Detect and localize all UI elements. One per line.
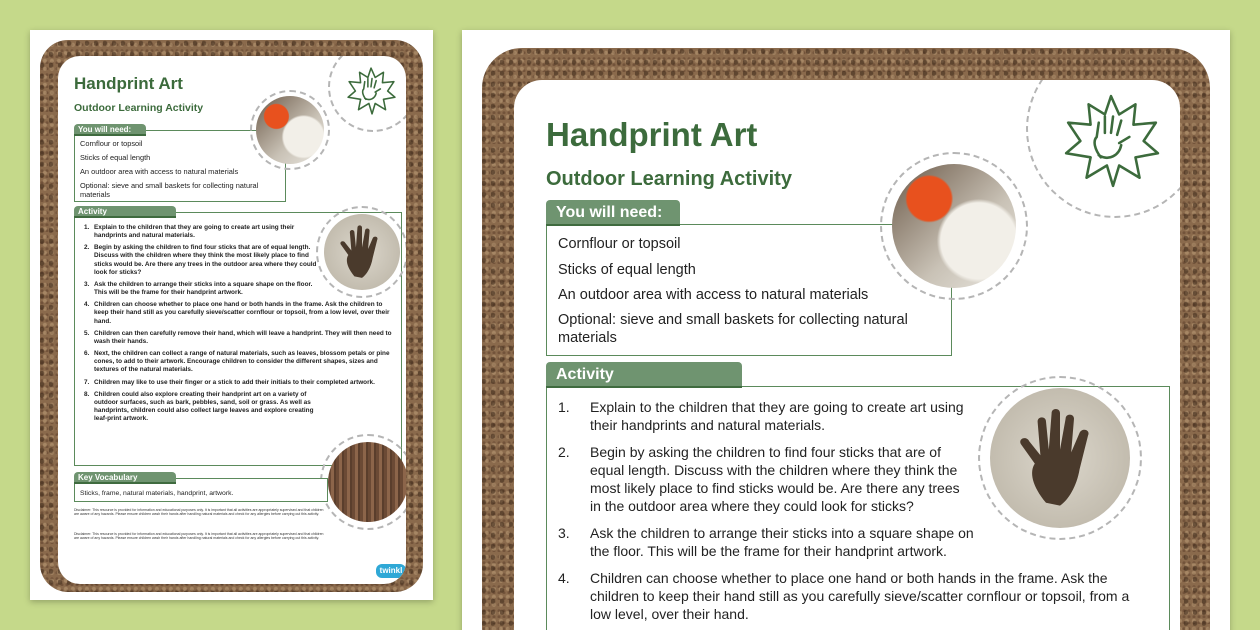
step-6: 6. Next, the children can collect a range of natural materials, such as leaves, blossom petals or pine cones, to add to their artwork. Encourage children to consider the different shapes, sizes and textures of the natural materials.	[84, 350, 390, 374]
need-item-1-zoomed: Cornflour or topsoil	[558, 236, 681, 252]
step-1: 1. Explain to the children that they are going to create art using their handprints and natural materials.	[84, 224, 295, 240]
step-7: 7. Children may like to use their finger or a stick to add their initials to their completed artwork.	[84, 378, 375, 386]
disclaimer-text-2: Disclaimer: This resource is provided for information and educational purposes only. It is important that all activities are appropriately supervised and that children are aware of any hazards. Please ensure children wash their hands after handling natural materials and check for any allergies before carrying out this activity.	[74, 532, 324, 541]
step-5: 5. Children can then carefully remove their hand, which will leave a handprint. They will then need to wash their hands.	[84, 329, 392, 345]
handprint-photo	[324, 214, 400, 290]
disclaimer-text: Disclaimer: This resource is provided for information and educational purposes only. It is important that all activities are appropriately supervised and that children are aware of any hazards. Please ensure children wash their hands after handling natural materials and check for any allergies before carrying out this activity.	[74, 508, 324, 517]
need-item-3: An outdoor area with access to natural materials	[80, 167, 239, 176]
hand-sieve-photo	[256, 96, 324, 164]
step-3: 3. Ask the children to arrange their sticks into a square shape on the floor. This will be the frame for their handprint artwork.	[84, 280, 313, 297]
page-title-zoomed: Handprint Art	[546, 116, 758, 153]
need-item-4-cont-zoomed: materials	[558, 330, 617, 346]
need-item-3-zoomed: An outdoor area with access to natural materials	[558, 287, 869, 303]
you-will-need-heading: You will need:	[74, 124, 146, 136]
step-2: 2. Begin by asking the children to find four sticks that are of equal length. Discuss with the children where they think the most likely place to find sticks would be. Are there any trees in the outdoor area where they could look for sticks?	[84, 244, 317, 276]
step-4-zoomed: 4. Children can choose whether to place one hand or both hands in the frame. Ask the children to keep their hand still as you carefully sieve/scatter cornflour or topsoil, from a low level, over their hand.	[558, 570, 1130, 622]
step-1-zoomed: 1. Explain to the children that they are going to create art using their handprints and natural materials.	[558, 399, 964, 433]
step-2-zoomed: 2. Begin by asking the children to find four sticks that are of equal length. Discuss with the children where they think the most likely place to find sticks would be. Are there any trees in the outdoor area where they could look for sticks?	[558, 444, 960, 514]
handprint-icon	[324, 214, 400, 290]
page-title: Handprint Art	[74, 74, 183, 93]
need-item-2: Sticks of equal length	[80, 153, 151, 162]
hand-sieve-photo-zoomed	[892, 164, 1016, 288]
need-item-4-zoomed: Optional: sieve and small baskets for collecting natural	[558, 312, 908, 328]
twinkl-logo: twinkl	[376, 564, 406, 578]
activity-steps-zoomed	[558, 398, 1130, 630]
page-subtitle-zoomed: Outdoor Learning Activity	[546, 168, 792, 190]
handprint-icon-zoomed	[990, 388, 1130, 528]
need-item-2-zoomed: Sticks of equal length	[558, 262, 696, 278]
you-will-need-heading-zoomed: You will need:	[546, 200, 680, 226]
leaf-hand-icon-zoomed	[1060, 92, 1162, 190]
activity-heading-zoomed: Activity	[546, 362, 742, 388]
leaf-hand-icon	[345, 66, 397, 116]
need-item-4: Optional: sieve and small baskets for collecting natural	[80, 181, 259, 190]
key-vocabulary-text: Sticks, frame, natural materials, handprint, artwork.	[80, 490, 234, 497]
page-subtitle: Outdoor Learning Activity	[74, 102, 204, 114]
need-item-4-cont: materials	[80, 190, 110, 199]
activity-heading: Activity	[74, 206, 176, 218]
step-3-zoomed: 3. Ask the children to arrange their sticks into a square shape on the floor. This will be the frame for their handprint artwork.	[558, 525, 974, 559]
content-card-zoomed	[514, 80, 1180, 630]
main-sheet-zoomed	[462, 30, 1230, 630]
need-item-1: Cornflour or topsoil	[80, 139, 143, 148]
content-card	[58, 56, 406, 584]
handprint-photo-zoomed	[990, 388, 1130, 528]
key-vocabulary-heading: Key Vocabulary	[74, 472, 176, 484]
activity-steps-small	[84, 224, 392, 427]
bark-handprint-photo	[328, 442, 406, 522]
step-4: 4. Children can choose whether to place one hand or both hands in the frame. Ask the children to keep their hand still as you carefully sieve/scatter cornflour or topsoil, from a low level, over their hand.	[84, 301, 390, 325]
preview-sheet-small	[30, 30, 433, 600]
step-8: 8. Children could also explore creating their handprint art on a variety of outdoor surfaces, such as bark, pebbles, sand, soil or grass. As well as handprints, children could also collect large leaves and explore creating leaf-print artwork.	[84, 390, 314, 423]
